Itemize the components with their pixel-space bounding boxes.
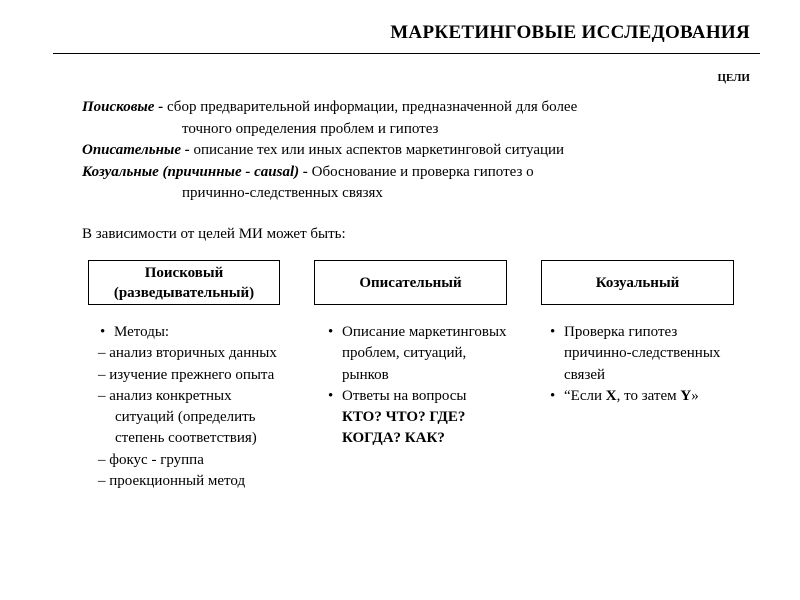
type-box-descriptive: Описательный (314, 260, 507, 305)
definition-term: Описательные - (82, 142, 190, 158)
list-item: – проекционный метод (98, 473, 246, 490)
goals-tag: ЦЕЛИ (717, 72, 750, 84)
column-exploratory (98, 322, 294, 492)
list-item: • Методы: (98, 322, 294, 343)
title-divider (53, 53, 760, 54)
definition-text-continued: точного определения проблем и гипотез (182, 120, 439, 137)
quote-x: X (605, 387, 617, 404)
intro-text: В зависимости от целей МИ может быть: (82, 226, 346, 242)
list-item: – фокус - группа (98, 451, 204, 468)
definition-text-continued: причинно-следственных связях (182, 185, 383, 201)
definition-term: Козуальные (причинные - causal) - (82, 163, 308, 180)
list-item (548, 386, 748, 407)
list-item: – анализ вторичных данных (98, 345, 277, 362)
page-title: МАРКЕТИНГОВЫЕ ИССЛЕДОВАНИЯ (390, 22, 750, 43)
definition-text: описание тех или иных аспектов маркетинговой ситуации (189, 142, 565, 158)
list-item: – изучение прежнего опыта (98, 366, 275, 383)
list-item: – анализ конкретных ситуаций (определить степень соответствия) (98, 387, 257, 447)
definition-text: сбор предварительной информации, предназначенной для более (163, 99, 578, 115)
definition-descriptive (82, 140, 702, 162)
list-item (326, 386, 516, 450)
definition-term: Поисковые - (82, 99, 164, 115)
type-box-exploratory: Поисковый (разведывательный) (88, 260, 280, 305)
definition-exploratory (82, 97, 702, 119)
type-box-causal: Козуальный (541, 260, 734, 305)
list-item-text: Ответы на вопросы (342, 387, 467, 404)
quote-y: Y (680, 387, 692, 404)
column-causal (548, 322, 748, 407)
definitions-block (82, 97, 702, 205)
definition-causal (82, 162, 702, 184)
column-descriptive (326, 322, 516, 450)
quote-open: “Если (564, 387, 606, 404)
definition-text: Обоснование и проверка гипотез о (307, 163, 534, 180)
list-item: • Описание маркетинговых проблем, ситуаций, рынков (326, 322, 516, 386)
questions-text: КТО? ЧТО? ГДЕ? КОГДА? КАК? (342, 409, 466, 447)
quote-mid: , то затем (616, 387, 681, 404)
quote-close: » (691, 387, 699, 404)
list-item: • Проверка гипотез причинно-следственных связей (548, 322, 748, 386)
